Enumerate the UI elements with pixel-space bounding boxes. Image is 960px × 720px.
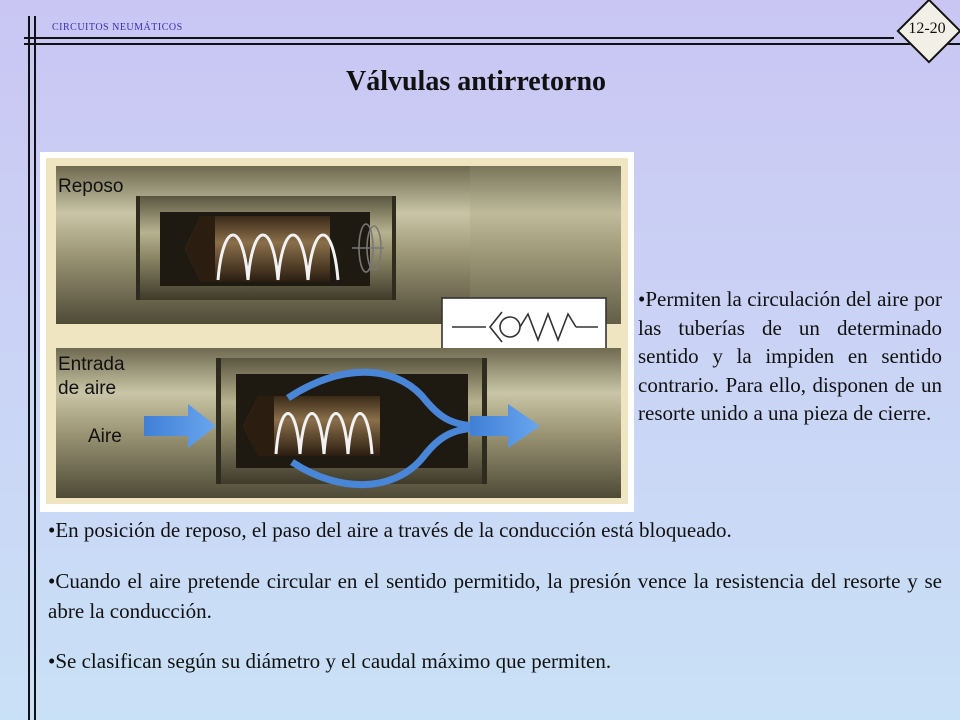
left-rail-line-1 — [28, 16, 30, 720]
page-number-badge — [898, 0, 958, 60]
top-rail-line-1 — [24, 37, 894, 39]
side-description: •Permiten la circulación del aire por las tuberías de un determinado sentido y la impiden en sentido contrario. Para ello, disponen de un resorte unido a una pieza de cierre. — [638, 287, 942, 425]
bullet-item: •Se clasifican según su diámetro y el caudal máximo que permiten. — [48, 649, 612, 673]
label-aire: Aire — [88, 426, 122, 447]
valve-open-state — [56, 348, 621, 498]
bullet-item: •En posición de reposo, el paso del aire a través de la conducción está bloqueado. — [48, 518, 732, 542]
check-valve-figure — [40, 152, 634, 512]
bullet-item: •Cuando el aire pretende circular en el sentido permitido, la presión vence la resistencia del resorte y se abre la conducción. — [48, 569, 942, 623]
page-number: 12-20 — [908, 20, 946, 37]
bullet-list — [48, 515, 942, 676]
check-valve-diagram — [40, 152, 634, 512]
top-rail-line-2 — [24, 43, 960, 45]
label-reposo: Reposo — [58, 176, 124, 197]
left-rail-line-2 — [34, 16, 36, 720]
check-valve-symbol — [442, 298, 606, 356]
page-title: Válvulas antirretorno — [345, 66, 607, 97]
label-entrada-2: de aire — [58, 378, 117, 399]
label-entrada-1: Entrada — [58, 354, 125, 375]
section-header: CIRCUITOS NEUMÁTICOS — [52, 22, 183, 33]
